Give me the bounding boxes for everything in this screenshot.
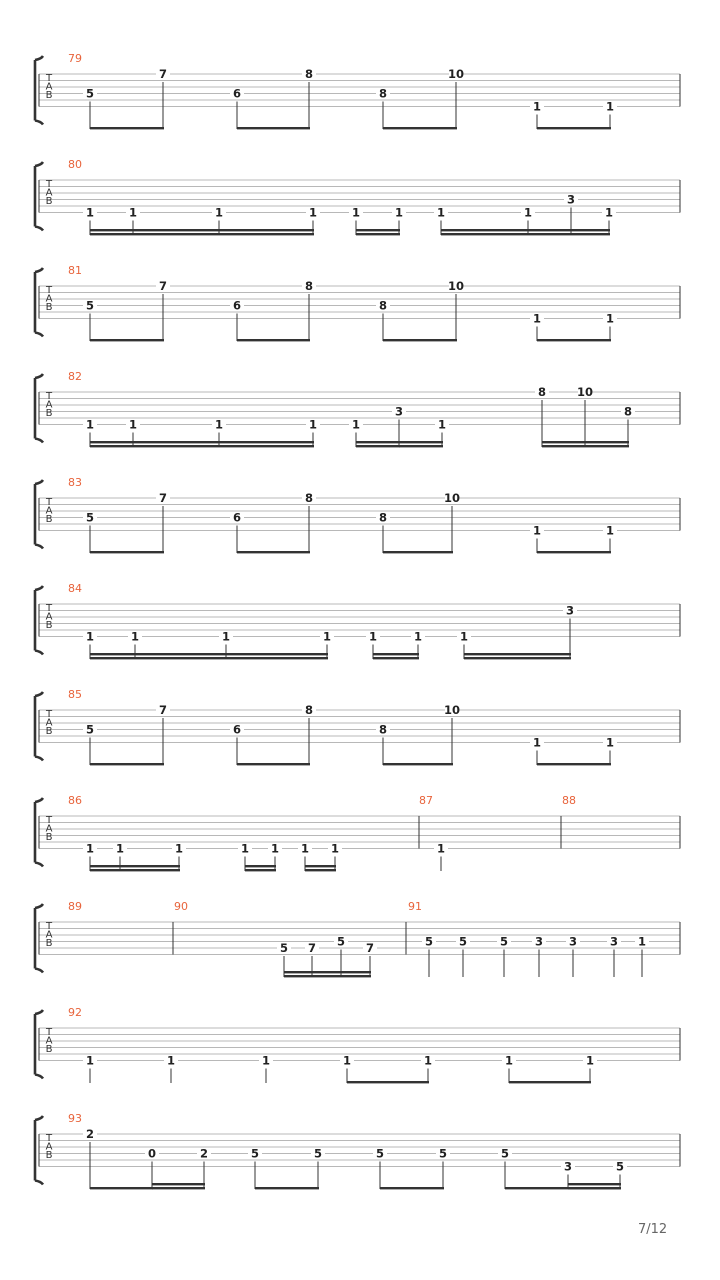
beam: [305, 865, 336, 867]
tab-clef-letter: B: [45, 1043, 53, 1055]
tab-clef-letter: B: [45, 1149, 53, 1161]
fret-number: 5: [424, 934, 434, 949]
fret-number: 1: [130, 629, 140, 644]
beam: [90, 229, 314, 231]
beam: [305, 869, 336, 871]
fret-number: 10: [447, 67, 465, 81]
beam: [284, 975, 371, 977]
fret-number: 1: [85, 417, 95, 432]
fret-number: 8: [378, 722, 388, 737]
fret-number: 1: [394, 205, 404, 220]
tab-clef-letter: B: [45, 513, 53, 525]
fret-number: 6: [232, 722, 242, 737]
fret-number: 3: [609, 934, 619, 949]
tab-clef-letter: T: [45, 285, 53, 296]
fret-number: 5: [85, 722, 95, 737]
tab-clef-letter: A: [45, 611, 53, 623]
measure-number: 86: [68, 794, 82, 807]
fret-number: 1: [261, 1053, 271, 1068]
tab-system: [35, 158, 680, 235]
measure-number: 80: [68, 158, 82, 171]
tab-clef-letter: T: [45, 497, 53, 508]
fret-number: 5: [375, 1146, 385, 1161]
measure-number: 92: [68, 1006, 82, 1019]
tab-clef-letter: T: [45, 1133, 53, 1144]
fret-number: 10: [447, 279, 465, 293]
fret-number: 1: [605, 523, 615, 538]
fret-number: 6: [232, 510, 242, 525]
beam: [568, 1187, 621, 1189]
tab-system: [35, 1112, 680, 1189]
fret-number: 1: [436, 205, 446, 220]
tab-system: [35, 1006, 680, 1083]
beam: [237, 551, 310, 553]
tab-system: [35, 476, 680, 553]
fret-number: 5: [458, 934, 468, 949]
fret-number: 1: [128, 205, 138, 220]
beam: [383, 763, 453, 765]
beam: [347, 1081, 429, 1083]
tab-clef-letter: A: [45, 505, 53, 517]
tab-clef-letter: B: [45, 725, 53, 737]
beam: [542, 445, 629, 447]
fret-number: 1: [221, 629, 231, 644]
fret-number: 3: [563, 1159, 573, 1174]
tab-system: [35, 264, 680, 341]
tab-clef-letter: B: [45, 407, 53, 419]
fret-number: 1: [85, 1053, 95, 1068]
fret-number: 8: [304, 491, 314, 505]
beam: [537, 127, 611, 129]
beam: [152, 1187, 205, 1189]
fret-number: 2: [85, 1127, 95, 1141]
measure-number: 83: [68, 476, 82, 489]
fret-number: 1: [115, 841, 125, 856]
beam: [441, 229, 610, 231]
beam: [399, 445, 443, 447]
fret-number: 10: [443, 491, 461, 505]
beam: [542, 441, 629, 443]
fret-number: 1: [423, 1053, 433, 1068]
fret-number: 1: [532, 523, 542, 538]
beam: [90, 865, 180, 867]
fret-number: 7: [365, 941, 375, 955]
tab-system: [35, 52, 680, 129]
fret-number: 1: [308, 417, 318, 432]
beam: [356, 445, 400, 447]
fret-number: 5: [615, 1159, 625, 1174]
fret-number: 7: [307, 941, 317, 955]
measure-number: 89: [68, 900, 82, 913]
beam: [537, 763, 611, 765]
beam: [356, 229, 400, 231]
fret-number: 1: [85, 841, 95, 856]
fret-number: 1: [351, 417, 361, 432]
fret-number: 8: [623, 404, 633, 419]
fret-number: 6: [232, 86, 242, 101]
tab-clef-letter: A: [45, 1035, 53, 1047]
fret-number: 1: [85, 205, 95, 220]
beam: [90, 339, 164, 341]
fret-number: 5: [279, 941, 289, 955]
fret-number: 1: [128, 417, 138, 432]
fret-number: 5: [85, 510, 95, 525]
tab-clef-letter: A: [45, 929, 53, 941]
fret-number: 3: [394, 404, 404, 419]
beam: [383, 339, 457, 341]
measure-number: 87: [419, 794, 433, 807]
beam: [441, 233, 610, 235]
tab-clef-letter: B: [45, 301, 53, 313]
fret-number: 3: [568, 934, 578, 949]
fret-number: 5: [85, 298, 95, 313]
beam: [237, 763, 310, 765]
fret-number: 7: [158, 491, 168, 505]
beam: [568, 1183, 621, 1185]
tab-clef-letter: T: [45, 73, 53, 84]
measure-number: 93: [68, 1112, 82, 1125]
beam: [90, 127, 164, 129]
tab-system: [35, 794, 680, 871]
fret-number: 1: [85, 629, 95, 644]
tab-clef-letter: B: [45, 89, 53, 101]
beam: [356, 441, 400, 443]
fret-number: 5: [313, 1146, 323, 1161]
fret-number: 3: [566, 192, 576, 207]
fret-number: 3: [534, 934, 544, 949]
fret-number: 1: [166, 1053, 176, 1068]
beam: [90, 441, 314, 443]
tab-clef-letter: T: [45, 391, 53, 402]
tab-clef-letter: A: [45, 81, 53, 93]
fret-number: 6: [232, 298, 242, 313]
fret-number: 7: [158, 279, 168, 293]
tab-clef-letter: T: [45, 603, 53, 614]
tab-clef-letter: A: [45, 1141, 53, 1153]
fret-number: 7: [158, 703, 168, 717]
beam: [245, 869, 276, 871]
fret-number: 5: [500, 1146, 510, 1161]
measure-number: 81: [68, 264, 82, 277]
fret-number: 1: [342, 1053, 352, 1068]
fret-number: 1: [504, 1053, 514, 1068]
measure-number: 90: [174, 900, 188, 913]
beam: [237, 127, 310, 129]
tab-system: [35, 688, 680, 765]
tab-clef-letter: A: [45, 823, 53, 835]
tab-clef-letter: B: [45, 831, 53, 843]
page-number: 7/12: [638, 1222, 668, 1237]
fret-number: 3: [565, 603, 575, 618]
fret-number: 1: [351, 205, 361, 220]
fret-number: 1: [322, 629, 332, 644]
beam: [464, 657, 571, 659]
beam: [537, 339, 611, 341]
tab-clef-letter: A: [45, 399, 53, 411]
beam: [90, 233, 314, 235]
beam: [356, 233, 400, 235]
beam: [90, 657, 328, 659]
beam: [90, 1187, 153, 1189]
beam: [255, 1187, 319, 1189]
fret-number: 1: [605, 735, 615, 750]
fret-number: 1: [300, 841, 310, 856]
beam: [399, 441, 443, 443]
fret-number: 8: [378, 86, 388, 101]
fret-number: 5: [336, 934, 346, 949]
beam: [152, 1183, 205, 1185]
fret-number: 8: [304, 67, 314, 81]
fret-number: 5: [250, 1146, 260, 1161]
fret-number: 1: [413, 629, 423, 644]
fret-number: 1: [523, 205, 533, 220]
fret-number: 1: [214, 205, 224, 220]
beam: [90, 869, 180, 871]
fret-number: 7: [158, 67, 168, 81]
fret-number: 1: [532, 735, 542, 750]
fret-number: 0: [147, 1146, 157, 1161]
fret-number: 8: [304, 703, 314, 717]
fret-number: 1: [637, 934, 647, 949]
beam: [90, 445, 314, 447]
fret-number: 1: [605, 99, 615, 114]
fret-number: 1: [308, 205, 318, 220]
beam: [383, 551, 453, 553]
fret-number: 1: [459, 629, 469, 644]
fret-number: 10: [576, 385, 594, 399]
beam: [284, 971, 371, 973]
fret-number: 1: [532, 99, 542, 114]
tab-clef-letter: T: [45, 921, 53, 932]
beam: [509, 1081, 591, 1083]
tab-clef-letter: B: [45, 937, 53, 949]
fret-number: 8: [378, 510, 388, 525]
fret-number: 1: [585, 1053, 595, 1068]
beam: [373, 657, 419, 659]
beam: [383, 127, 457, 129]
tab-system: [35, 370, 680, 447]
tab-clef-letter: T: [45, 815, 53, 826]
fret-number: 2: [199, 1146, 209, 1161]
measure-number: 79: [68, 52, 82, 65]
fret-number: 1: [214, 417, 224, 432]
fret-number: 8: [304, 279, 314, 293]
measure-number: 85: [68, 688, 82, 701]
fret-number: 1: [270, 841, 280, 856]
beam: [90, 763, 164, 765]
tab-clef-letter: A: [45, 293, 53, 305]
fret-number: 1: [174, 841, 184, 856]
beam: [237, 339, 310, 341]
fret-number: 1: [604, 205, 614, 220]
fret-number: 1: [605, 311, 615, 326]
tab-clef-letter: T: [45, 179, 53, 190]
fret-number: 10: [443, 703, 461, 717]
beam: [90, 551, 164, 553]
beam: [373, 653, 419, 655]
tab-clef-letter: A: [45, 717, 53, 729]
tab-system: [35, 582, 680, 659]
tab-clef-letter: B: [45, 619, 53, 631]
fret-number: 1: [437, 417, 447, 432]
fret-number: 1: [436, 841, 446, 856]
measure-number: 82: [68, 370, 82, 383]
measure-number: 91: [408, 900, 422, 913]
fret-number: 5: [499, 934, 509, 949]
tab-system: [35, 900, 680, 977]
tab-clef-letter: B: [45, 195, 53, 207]
fret-number: 1: [240, 841, 250, 856]
tab-clef-letter: A: [45, 187, 53, 199]
fret-number: 5: [438, 1146, 448, 1161]
beam: [464, 653, 571, 655]
fret-number: 8: [537, 385, 547, 399]
beam: [380, 1187, 444, 1189]
measure-number: 84: [68, 582, 82, 595]
fret-number: 8: [378, 298, 388, 313]
fret-number: 1: [330, 841, 340, 856]
beam: [90, 653, 328, 655]
fret-number: 1: [368, 629, 378, 644]
fret-number: 1: [532, 311, 542, 326]
fret-number: 5: [85, 86, 95, 101]
beam: [537, 551, 611, 553]
beam: [245, 865, 276, 867]
tab-clef-letter: T: [45, 709, 53, 720]
measure-number: 88: [562, 794, 576, 807]
tab-clef-letter: T: [45, 1027, 53, 1038]
